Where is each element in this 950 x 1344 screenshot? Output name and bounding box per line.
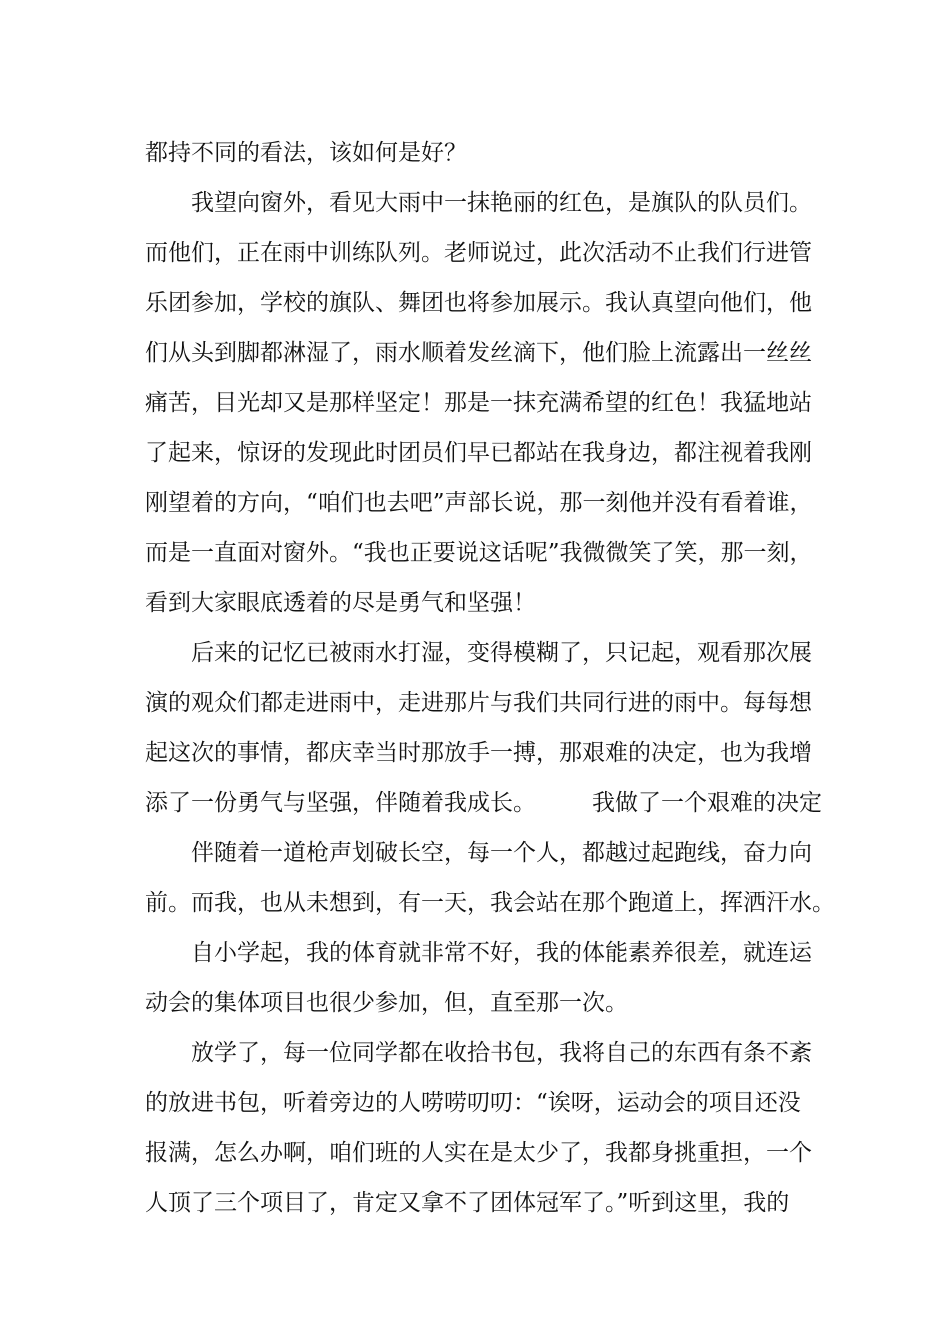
text-line: 的放进书包，听着旁边的人唠唠叨叨：“诶呀，运动会的项目还没 [145, 1090, 801, 1116]
text-line: 自小学起，我的体育就非常不好，我的体能素养很差，就连运 [191, 940, 812, 966]
text-line: 报满，怎么办啊，咱们班的人实在是太少了，我都身挑重担，一个 [145, 1140, 812, 1166]
text-line: 我望向窗外，看见大雨中一抹艳丽的红色，是旗队的队员们。 [191, 190, 812, 216]
text-line [145, 778, 835, 828]
text-line: 都持不同的看法，该如何是好？ [145, 140, 467, 166]
essay-title: 我做了一个艰难的决定 [592, 790, 822, 816]
text-line: 起这次的事情，都庆幸当时那放手一搏，那艰难的决定，也为我增 [145, 740, 812, 766]
text-line: 痛苦，目光却又是那样坚定！那是一抹充满希望的红色！我猛地站 [145, 390, 812, 416]
text-line: 看到大家眼底透着的尽是勇气和坚强！ [145, 590, 536, 616]
text-line: 而是一直面对窗外。“我也正要说这话呢”我微微笑了笑，那一刻， [145, 540, 813, 566]
text-line: 后来的记忆已被雨水打湿，变得模糊了，只记起，观看那次展 [191, 640, 812, 666]
text-line: 动会的集体项目也很少参加，但，直至那一次。 [145, 990, 628, 1016]
text-line: 演的观众们都走进雨中，走进那片与我们共同行进的雨中。每每想 [145, 690, 812, 716]
text-line: 乐团参加，学校的旗队、舞团也将参加展示。我认真望向他们，他 [145, 290, 812, 316]
text-line: 伴随着一道枪声划破长空，每一个人，都越过起跑线，奋力向 [191, 840, 812, 866]
text-line: 人顶了三个项目了，肯定又拿不了团体冠军了。”听到这里，我的 [145, 1190, 790, 1216]
text-line: 放学了，每一位同学都在收拾书包，我将自己的东西有条不紊 [191, 1040, 812, 1066]
text-line-segment: 添了一份勇气与坚强，伴随着我成长。 [145, 790, 536, 816]
text-line: 了起来，惊讶的发现此时团员们早已都站在我身边，都注视着我刚 [145, 440, 812, 466]
text-line: 刚望着的方向，“咱们也去吧”声部长说，那一刻他并没有看着谁， [145, 490, 813, 516]
body-text [145, 128, 835, 1228]
text-line: 而他们，正在雨中训练队列。老师说过，此次活动不止我们行进管 [145, 240, 812, 266]
text-line: 们从头到脚都淋湿了，雨水顺着发丝滴下，他们脸上流露出一丝丝 [145, 340, 812, 366]
text-line: 前。而我，也从未想到，有一天，我会站在那个跑道上，挥洒汗水。 [145, 890, 835, 916]
